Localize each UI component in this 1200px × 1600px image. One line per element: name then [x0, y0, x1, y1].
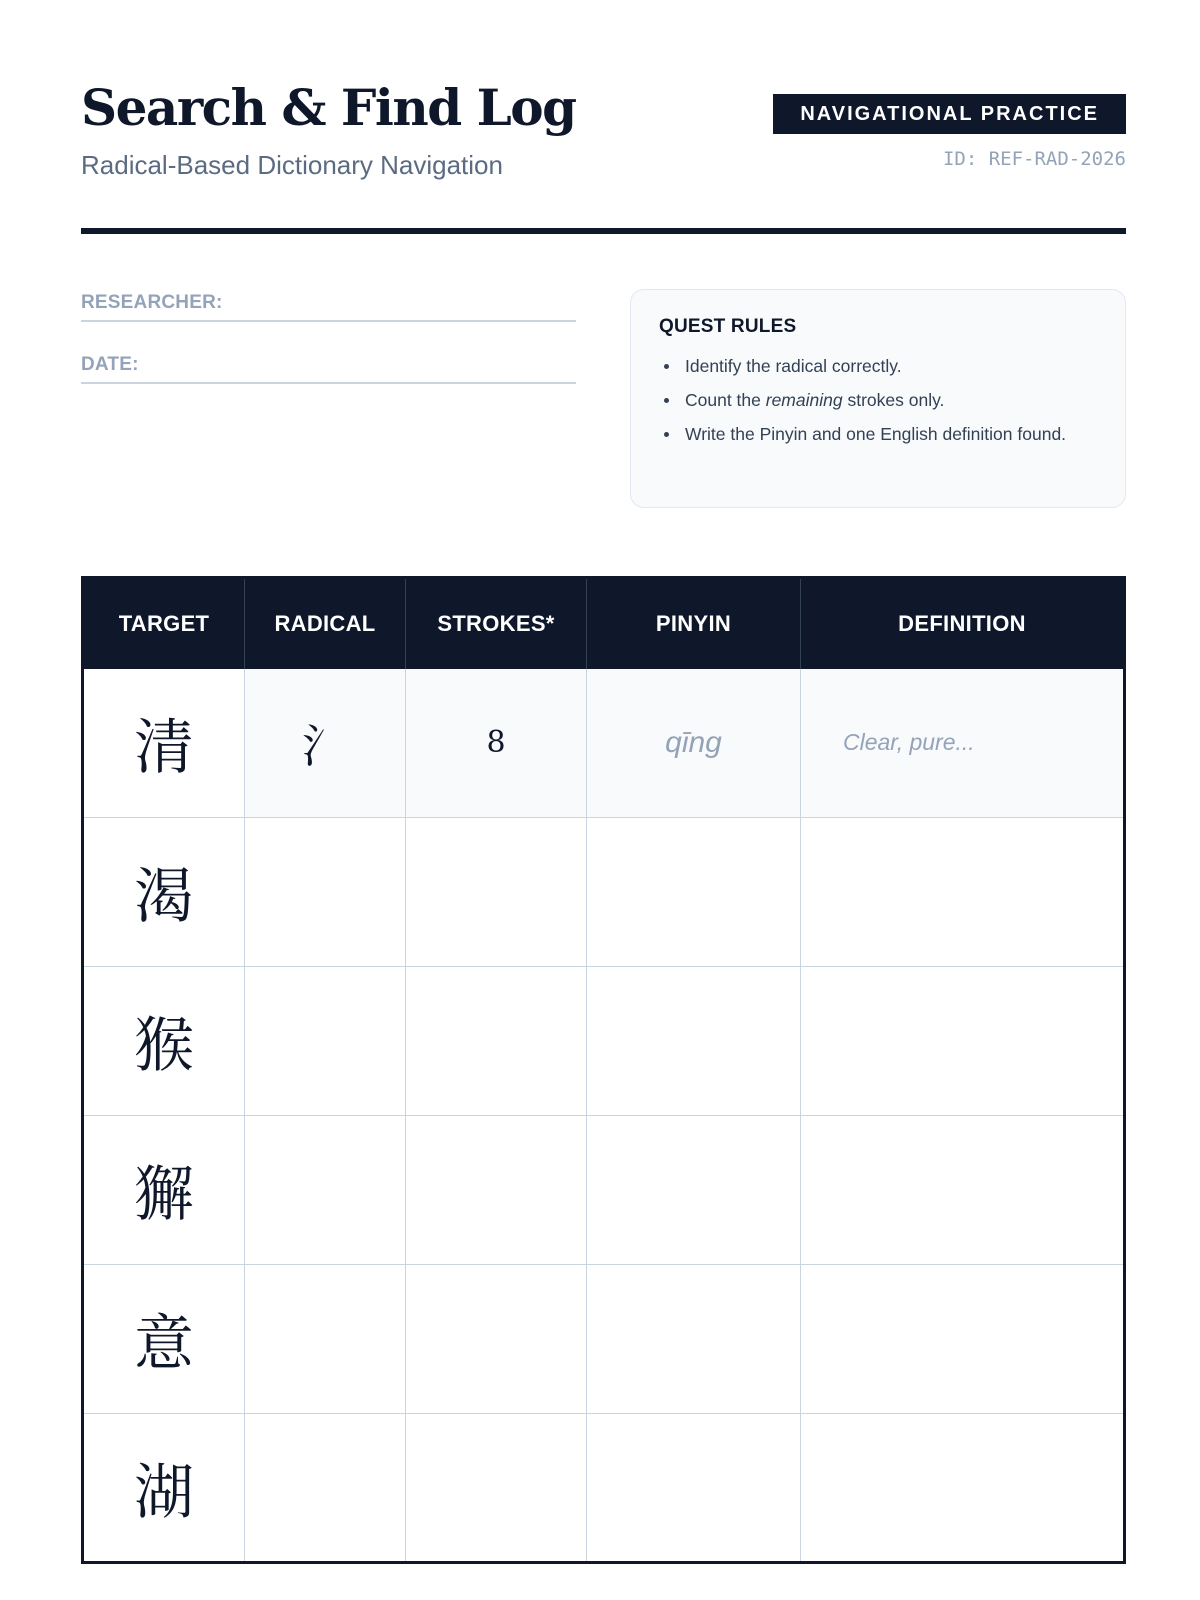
radical-cell[interactable] [245, 818, 406, 967]
column-header-target: TARGET [83, 578, 245, 669]
target-character: 渴 [134, 862, 194, 932]
quest-rules-list [659, 352, 1097, 448]
definition-cell[interactable] [801, 669, 1125, 818]
date-field[interactable] [81, 350, 576, 384]
researcher-field[interactable] [81, 288, 576, 322]
strokes-cell[interactable] [406, 1265, 587, 1414]
rule-item: Write the Pinyin and one English definition found. [659, 420, 1097, 448]
rule-item: Count the remaining strokes only. [659, 386, 1097, 414]
definition-cell[interactable] [801, 818, 1125, 967]
radical-cell[interactable] [245, 1116, 406, 1265]
strokes-cell[interactable] [406, 1414, 587, 1563]
radical-cell[interactable] [245, 1265, 406, 1414]
pinyin-cell[interactable] [587, 967, 801, 1116]
strokes-cell[interactable] [406, 1116, 587, 1265]
strokes-cell[interactable] [406, 818, 587, 967]
pinyin-cell[interactable] [587, 1414, 801, 1563]
date-label: DATE: [81, 354, 139, 375]
pinyin-cell[interactable] [587, 669, 801, 818]
target-character: 意 [134, 1309, 194, 1379]
target-cell [83, 669, 245, 818]
table-row [83, 818, 1125, 967]
column-header-radical: RADICAL [245, 578, 406, 669]
target-cell [83, 1414, 245, 1563]
pinyin-cell[interactable] [587, 1265, 801, 1414]
pinyin-value: qīng [665, 725, 722, 759]
column-header-strokes: STROKES* [406, 578, 587, 669]
document-id: ID: REF-RAD-2026 [942, 148, 1126, 170]
table-row [83, 669, 1125, 818]
table-row [83, 1265, 1125, 1414]
quest-rules-title: QUEST RULES [659, 316, 797, 337]
page-subtitle: Radical-Based Dictionary Navigation [81, 150, 503, 180]
pinyin-cell[interactable] [587, 1116, 801, 1265]
practice-badge: NAVIGATIONAL PRACTICE [773, 94, 1126, 134]
page-title: Search & Find Log [81, 78, 576, 137]
radical-cell[interactable] [245, 967, 406, 1116]
strokes-value: 8 [486, 725, 506, 761]
target-cell [83, 1265, 245, 1414]
definition-cell[interactable] [801, 967, 1125, 1116]
target-character: 猴 [134, 1011, 194, 1081]
target-character: 清 [134, 712, 194, 783]
strokes-cell[interactable] [406, 669, 587, 818]
header-divider [81, 228, 1126, 234]
table-row [83, 967, 1125, 1116]
strokes-cell[interactable] [406, 967, 587, 1116]
target-character: 獬 [134, 1160, 194, 1230]
definition-value: Clear, pure... [843, 729, 975, 756]
radical-cell[interactable] [245, 1414, 406, 1563]
definition-cell[interactable] [801, 1116, 1125, 1265]
table-header-row [83, 578, 1125, 669]
target-cell [83, 1116, 245, 1265]
quest-rules-panel [630, 289, 1126, 508]
column-header-definition: DEFINITION [801, 578, 1125, 669]
rule-item: Identify the radical correctly. [659, 352, 1097, 380]
definition-cell[interactable] [801, 1265, 1125, 1414]
search-log-table [81, 576, 1126, 1564]
radical-value: 氵 [302, 718, 348, 773]
researcher-label: RESEARCHER: [81, 292, 223, 313]
pinyin-cell[interactable] [587, 818, 801, 967]
radical-cell[interactable] [245, 669, 406, 818]
table-row [83, 1116, 1125, 1265]
table-row [83, 1414, 1125, 1563]
target-character: 湖 [134, 1457, 194, 1528]
target-cell [83, 818, 245, 967]
definition-cell[interactable] [801, 1414, 1125, 1563]
column-header-pinyin: PINYIN [587, 578, 801, 669]
target-cell [83, 967, 245, 1116]
